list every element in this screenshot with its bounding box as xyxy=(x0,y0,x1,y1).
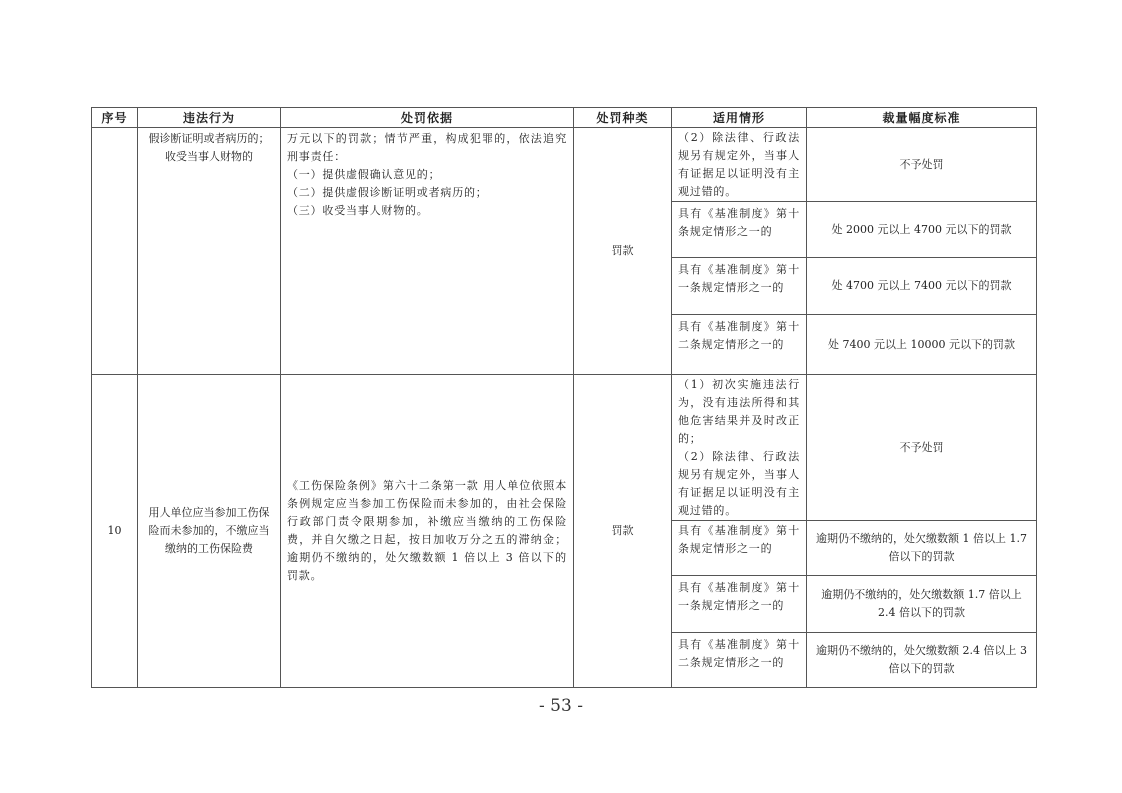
basis-line: （一）提供虚假确认意见的； xyxy=(287,168,441,181)
standard-cell: 处 4700 元以上 7400 元以下的罚款 xyxy=(807,258,1037,315)
basis-line: （二）提供虚假诊断证明或者病历的； xyxy=(287,186,488,199)
situation-line: （1）初次实施违法行为，没有违法所得和其他危害结果并及时改正的； xyxy=(678,378,800,445)
header-situation: 适用情形 xyxy=(672,108,807,128)
basis-line: 万元以下的罚款；情节严重，构成犯罪的，依法追究刑事责任： xyxy=(287,132,567,163)
situation-cell: 具有《基准制度》第十条规定情形之一的 xyxy=(672,202,807,258)
standard-cell: 不予处罚 xyxy=(807,375,1037,521)
table-row xyxy=(92,375,1037,521)
basis-cell: 《工伤保险条例》第六十二条第一款 用人单位依照本条例规定应当参加工伤保险而未参加的，由社会保险行政部门责令限期参加，补缴应当缴纳的工伤保险费，并自欠缴之日起，按日加收万分之五的滞纳金；逾期仍不缴纳的，处欠缴数额 1 倍以上 3 倍以下的罚款。 xyxy=(281,375,574,688)
standard-cell: 处 2000 元以上 4700 元以下的罚款 xyxy=(807,202,1037,258)
situation-cell xyxy=(672,375,807,521)
standard-cell: 处 7400 元以上 10000 元以下的罚款 xyxy=(807,315,1037,375)
table-header-row xyxy=(92,108,1037,128)
violation-cell: 假诊断证明或者病历的；收受当事人财物的 xyxy=(138,128,281,375)
table-row xyxy=(92,128,1037,202)
header-violation: 违法行为 xyxy=(138,108,281,128)
header-number: 序号 xyxy=(92,108,138,128)
page-number: - 53 - xyxy=(539,696,583,716)
basis-line: （三）收受当事人财物的。 xyxy=(287,204,429,217)
standard-cell: 逾期仍不缴纳的，处欠缴数额 1.7 倍以上 2.4 倍以下的罚款 xyxy=(807,576,1037,633)
row-number-cell xyxy=(92,128,138,375)
situation-cell: （2）除法律、行政法规另有规定外，当事人有证据足以证明没有主观过错的。 xyxy=(672,128,807,202)
penalty-standard-table xyxy=(91,107,1037,688)
situation-cell: 具有《基准制度》第十条规定情形之一的 xyxy=(672,521,807,576)
standard-cell: 逾期仍不缴纳的，处欠缴数额 2.4 倍以上 3 倍以下的罚款 xyxy=(807,633,1037,688)
penalty-type-cell: 罚款 xyxy=(574,128,672,375)
row-number-cell: 10 xyxy=(92,375,138,688)
header-basis: 处罚依据 xyxy=(281,108,574,128)
violation-cell: 用人单位应当参加工伤保险而未参加的，不缴应当缴纳的工伤保险费 xyxy=(138,375,281,688)
situation-line: （2）除法律、行政法规另有规定外，当事人有证据足以证明没有主观过错的。 xyxy=(678,450,800,517)
situation-cell: 具有《基准制度》第十二条规定情形之一的 xyxy=(672,315,807,375)
penalty-type-cell: 罚款 xyxy=(574,375,672,688)
basis-cell xyxy=(281,128,574,375)
standard-cell: 不予处罚 xyxy=(807,128,1037,202)
header-standard: 裁量幅度标准 xyxy=(807,108,1037,128)
situation-cell: 具有《基准制度》第十一条规定情形之一的 xyxy=(672,258,807,315)
situation-cell: 具有《基准制度》第十一条规定情形之一的 xyxy=(672,576,807,633)
situation-cell: 具有《基准制度》第十二条规定情形之一的 xyxy=(672,633,807,688)
header-penalty-type: 处罚种类 xyxy=(574,108,672,128)
standard-cell: 逾期仍不缴纳的，处欠缴数额 1 倍以上 1.7 倍以下的罚款 xyxy=(807,521,1037,576)
